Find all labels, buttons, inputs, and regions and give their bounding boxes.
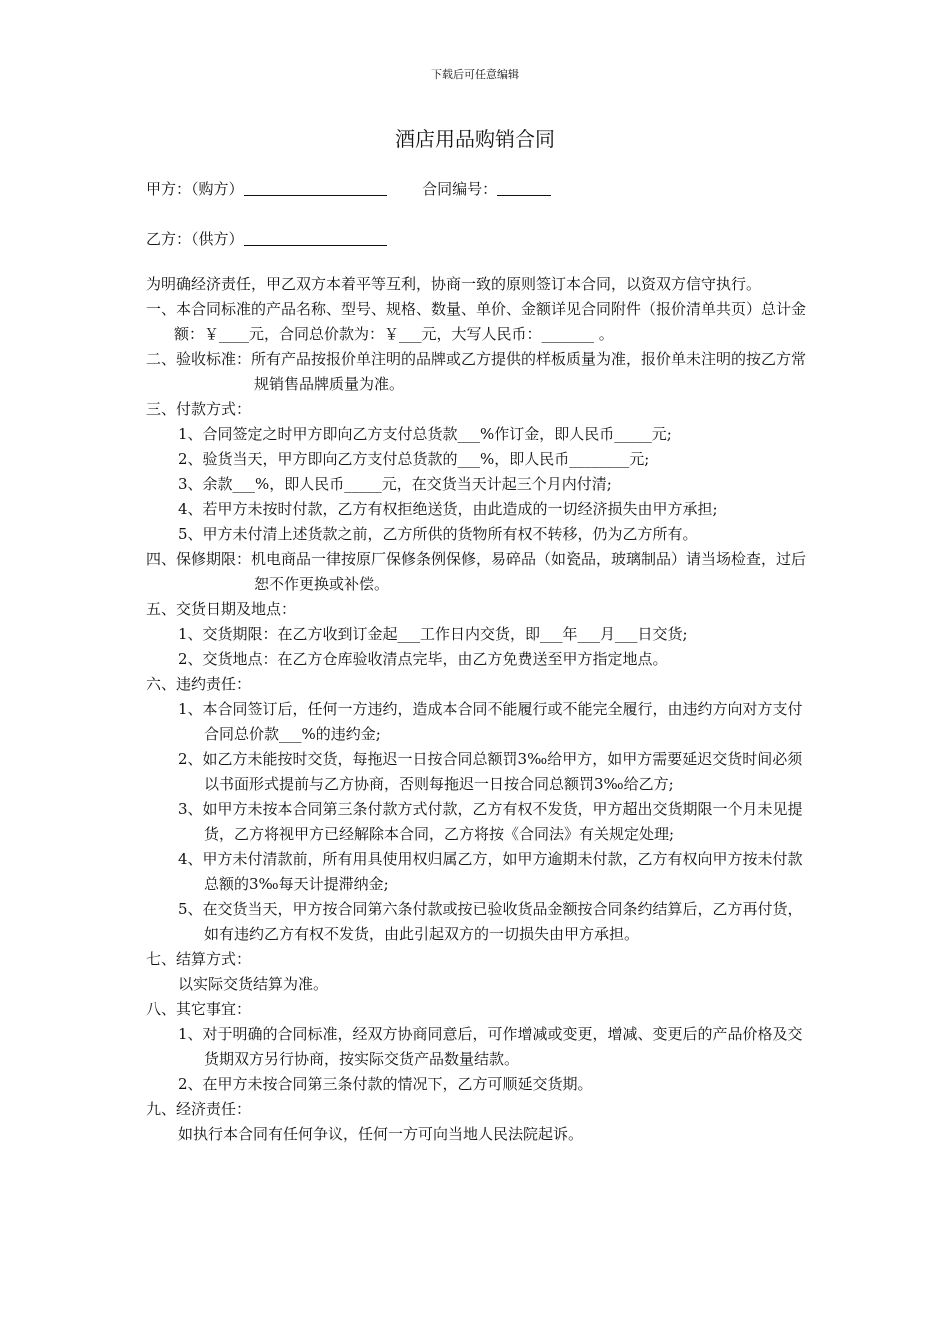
header-note: 下载后可任意编辑 xyxy=(431,68,519,81)
section-9-note: 如执行本合同有任何争议，任何一方可向当地人民法院起诉。 xyxy=(178,1125,584,1143)
contract-no-label: 合同编号： xyxy=(422,180,498,198)
section-3-item: 4、若甲方未按时付款，乙方有权拒绝送货，由此造成的一切经济损失由甲方承担; xyxy=(178,500,718,518)
section-3-item: 5、甲方未付清上述货款之前，乙方所供的货物所有权不转移，仍为乙方所有。 xyxy=(178,525,698,543)
section-9: 九、经济责任： xyxy=(146,1100,252,1118)
section-5-item: 1、交货期限：在乙方收到订金起___工作日内交货，即___年___月___日交货; xyxy=(178,625,688,643)
section-6-item: 2、如乙方未能按时交货，每拖迟一日按合同总额罚3‰给甲方，如甲方需要延迟交货时间必须以书面形式提前与乙方协商，否则每拖迟一日按合同总额罚3‰给乙方; xyxy=(178,750,803,793)
section-6-item: 5、在交货当天，甲方按合同第六条付款或按已验收货品金额按合同条约结算后，乙方再付货，如有违约乙方有权不发货，由此引起双方的一切损失由甲方承担。 xyxy=(178,900,803,943)
party-b-blank xyxy=(244,231,387,246)
section-7-note: 以实际交货结算为准。 xyxy=(178,975,329,993)
section-8-item: 1、对于明确的合同标准，经双方协商同意后，可作增减或变更，增减、变更后的产品价格及交货期双方另行协商，按实际交货产品数量结款。 xyxy=(178,1025,803,1068)
section-2: 二、验收标准：所有产品按报价单注明的品牌或乙方提供的样板质量为准，报价单未注明的按乙方常规销售品牌质量为准。 xyxy=(146,350,807,393)
section-3-item: 1、合同签定之时甲方即向乙方支付总货款___%作订金，即人民币_____元; xyxy=(178,425,672,443)
intro-paragraph: 为明确经济责任，甲乙双方本着平等互利，协商一致的原则签订本合同，以资双方信守执行。 xyxy=(146,275,762,293)
section-6-item: 4、甲方未付清款前，所有用具使用权归属乙方，如甲方逾期未付款，乙方有权向甲方按未付款总额的3‰每天计提滞纳金; xyxy=(178,850,803,893)
section-5-item: 2、交货地点：在乙方仓库验收清点完毕，由乙方免费送至甲方指定地点。 xyxy=(178,650,668,668)
party-b-label: 乙方：（供方） xyxy=(146,230,244,248)
section-8: 八、其它事宜： xyxy=(146,1000,252,1018)
party-a-line xyxy=(146,178,551,199)
section-7: 七、结算方式： xyxy=(146,950,252,968)
section-3: 三、付款方式： xyxy=(146,400,252,418)
section-1: 一、本合同标准的产品名称、型号、规格、数量、单价、金额详见合同附件（报价清单共页）总计金额：￥____元，合同总价款为：￥___元，大写人民币：_______ 。 xyxy=(146,300,807,343)
party-b-line xyxy=(146,228,387,249)
section-6-item: 1、本合同签订后，任何一方违约，造成本合同不能履行或不能完全履行，由违约方向对方支付合同总价款___%的违约金; xyxy=(178,700,803,743)
contract-body xyxy=(146,272,810,1147)
contract-no-blank xyxy=(497,181,551,196)
section-3-item: 3、余款___%，即人民币_____元，在交货当天计起三个月内付清; xyxy=(178,475,612,493)
section-4: 四、保修期限：机电商品一律按原厂保修条例保修，易碎品（如瓷品，玻璃制品）请当场检查，过后恕不作更换或补偿。 xyxy=(146,550,807,593)
party-a-label: 甲方：（购方） xyxy=(146,180,244,198)
section-5: 五、交货日期及地点： xyxy=(146,600,297,618)
section-6: 六、违约责任： xyxy=(146,675,252,693)
section-3-item: 2、验货当天，甲方即向乙方支付总货款的___%，即人民币________元; xyxy=(178,450,650,468)
section-6-item: 3、如甲方未按本合同第三条付款方式付款，乙方有权不发货，甲方超出交货期限一个月未见提货，乙方将视甲方已经解除本合同，乙方将按《合同法》有关规定处理; xyxy=(178,800,803,843)
contract-title: 酒店用品购销合同 xyxy=(395,127,555,151)
section-8-item: 2、在甲方未按合同第三条付款的情况下，乙方可顺延交货期。 xyxy=(178,1075,593,1093)
party-a-blank xyxy=(244,181,387,196)
